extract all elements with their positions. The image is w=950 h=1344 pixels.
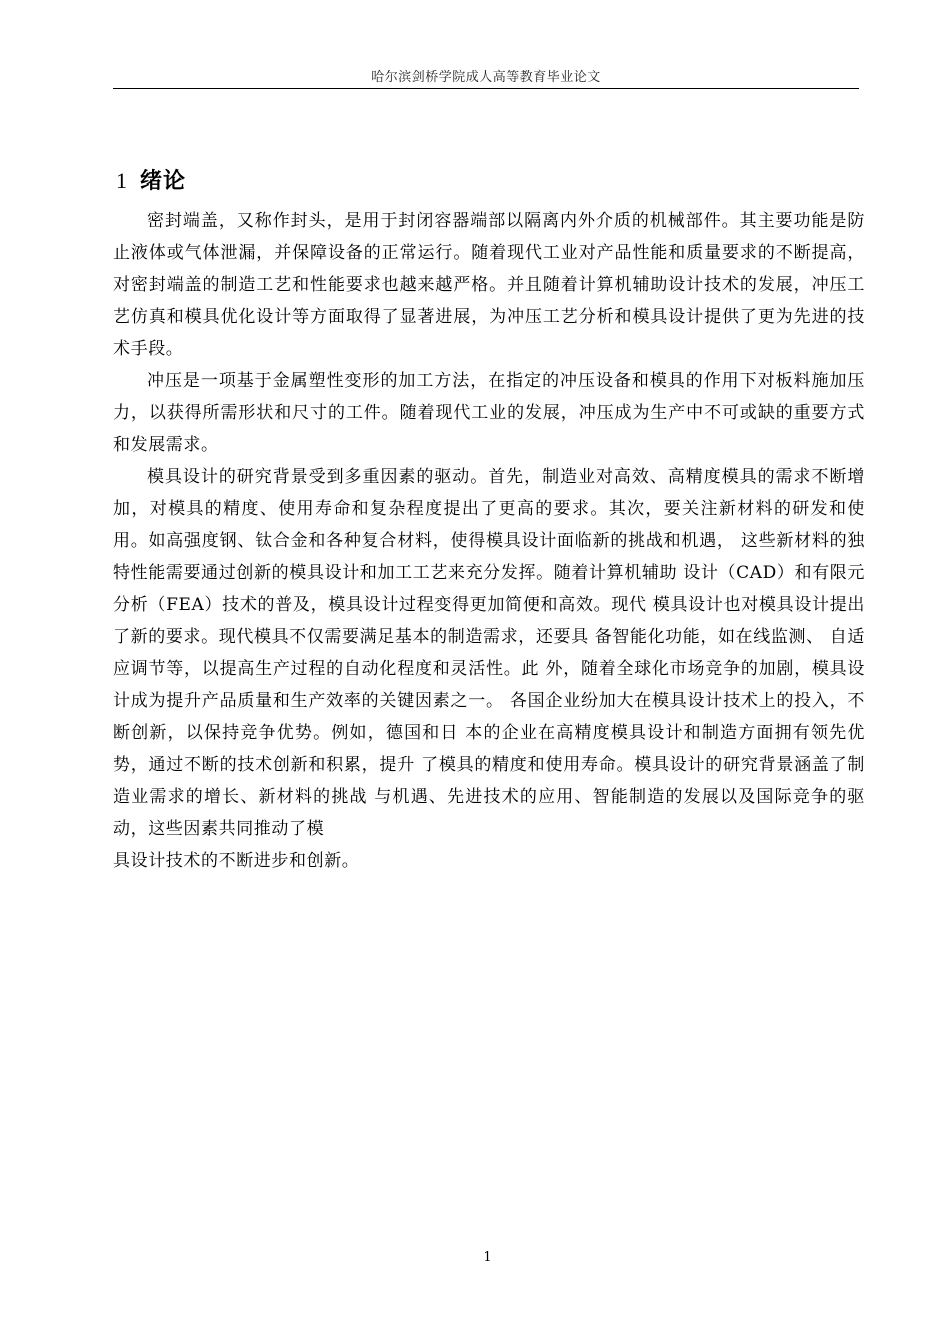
chapter-heading [116,164,186,195]
chapter-number: 1 [116,168,128,193]
page-number: 1 [483,1250,492,1265]
chapter-title: 绪论 [140,169,187,194]
paragraph-tail-line: 具设计技术的不断进步和创新。 [113,851,360,871]
running-header: 哈尔滨剑桥学院成人高等教育毕业论文 [371,70,601,85]
paragraph-2: 冲压是一项基于金属塑性变形的加工方法，在指定的冲压设备和模具的作用下对板料施加压力，以获得所需形状和尺寸的工件。随着现代工业的发展，冲压成为生产中不可或缺的重要方式和发展需求。 [113,371,865,455]
paragraph-1: 密封端盖，又称作封头，是用于封闭容器端部以隔离内外介质的机械部件。其主要功能是防止液体或气体泄漏，并保障设备的正常运行。随着现代工业对产品性能和质量要求的不断提高，对密封端盖的制造工艺和性能要求也越来越严格。并且随着计算机辅助设计技术的发展，冲压工艺仿真和模具优化设计等方面取得了显著进展，为冲压工艺分析和模具设计提供了更为先进的技术手段。 [113,211,865,359]
body-text [113,205,865,877]
paragraph-3: 模具设计的研究背景受到多重因素的驱动。首先，制造业对高效、高精度模具的需求不断增加，对模具的精度、使用寿命和复杂程度提出了更高的要求。其次，要关注新材料的研发和使用。如高强度钢、钛合金和各种复合材料，使得模具设计面临新的挑战和机遇， 这些新材料的独特性能需要通过创新的模具设计和加工工艺来充分发挥。随着计算机辅助 设计（CAD）和有限元分析（FEA）技术的普及，模具设计过程变得更加简便和高效。现代 模具设计也对模具设计提出了新的要求。现代模具不仅需要满足基本的制造需求，还要具 备智能化功能，如在线监测、 自适应调节等，以提高生产过程的自动化程度和灵活性。此 外，随着全球化市场竞争的加剧，模具设计成为提升产品质量和生产效率的关键因素之一。 各国企业纷加大在模具设计技术上的投入，不断创新，以保持竞争优势。例如，德国和日 本的企业在高精度模具设计和制造方面拥有领先优势，通过不断的技术创新和积累，提升 了模具的精度和使用寿命。模具设计的研究背景涵盖了制造业需求的增长、新材料的挑战 与机遇、先进技术的应用、智能制造的发展以及国际竞争的驱动，这些因素共同推动了模 [113,467,865,839]
header-divider [113,88,859,89]
